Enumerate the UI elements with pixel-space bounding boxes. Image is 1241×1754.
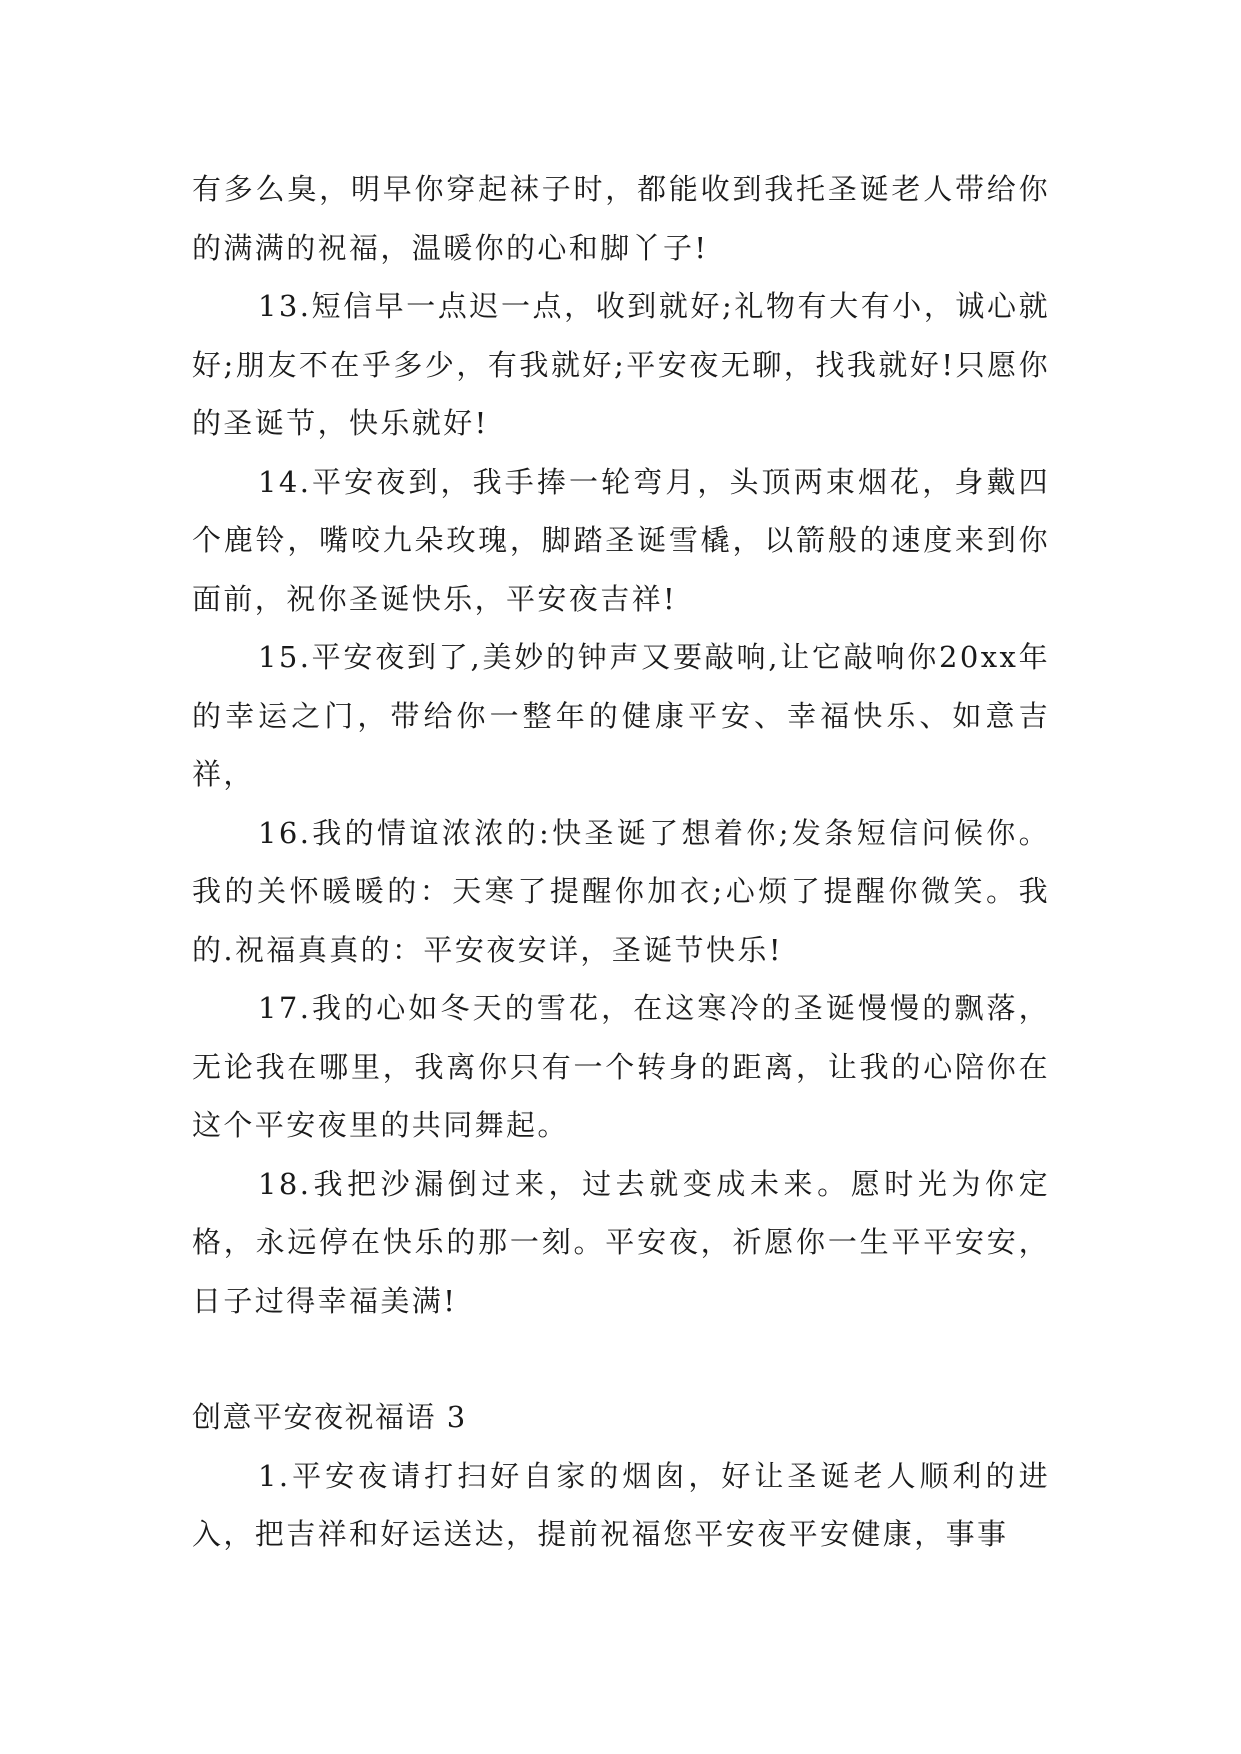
document-page (192, 160, 1050, 1564)
wish-item-18: 18.我把沙漏倒过来，过去就变成未来。愿时光为你定格，永远停在快乐的那一刻。平安夜，祈愿你一生平平安安，日子过得幸福美满! (192, 1166, 1050, 1318)
wish-item-13: 13.短信早一点迟一点，收到就好;礼物有大有小，诚心就好;朋友不在乎多少，有我就好;平安夜无聊，找我就好!只愿你的圣诞节，快乐就好! (192, 289, 1050, 440)
wish-item-14: 14.平安夜到，我手捧一轮弯月，头顶两束烟花，身戴四个鹿铃，嘴咬九朵玫瑰，脚踏圣诞雪橇，以箭般的速度来到你面前，祝你圣诞快乐，平安夜吉祥! (192, 464, 1050, 616)
wish-item-17: 17.我的心如冬天的雪花，在这寒冷的圣诞慢慢的飘落，无论我在哪里，我离你只有一个转身的距离，让我的心陪你在这个平安夜里的共同舞起。 (192, 991, 1050, 1142)
continuation-paragraph: 有多么臭，明早你穿起袜子时，都能收到我托圣诞老人带给你的满满的祝福，温暖你的心和脚丫子! (192, 172, 1050, 265)
section-heading: 创意平安夜祝福语 3 (192, 1400, 467, 1434)
wish-item-15: 15.平安夜到了,美妙的钟声又要敲响,让它敲响你20xx年的幸运之门，带给你一整年的健康平安、幸福快乐、如意吉祥， (192, 640, 1050, 791)
section-spacer (192, 1330, 1050, 1388)
wish-item-16: 16.我的情谊浓浓的:快圣诞了想着你;发条短信问候你。我的关怀暖暖的：天寒了提醒你加衣;心烦了提醒你微笑。我的.祝福真真的：平安夜安详，圣诞节快乐! (192, 815, 1050, 967)
wish-item-1: 1.平安夜请打扫好自家的烟囱，好让圣诞老人顺利的进入，把吉祥和好运送达，提前祝福您平安夜平安健康，事事 (192, 1458, 1050, 1551)
